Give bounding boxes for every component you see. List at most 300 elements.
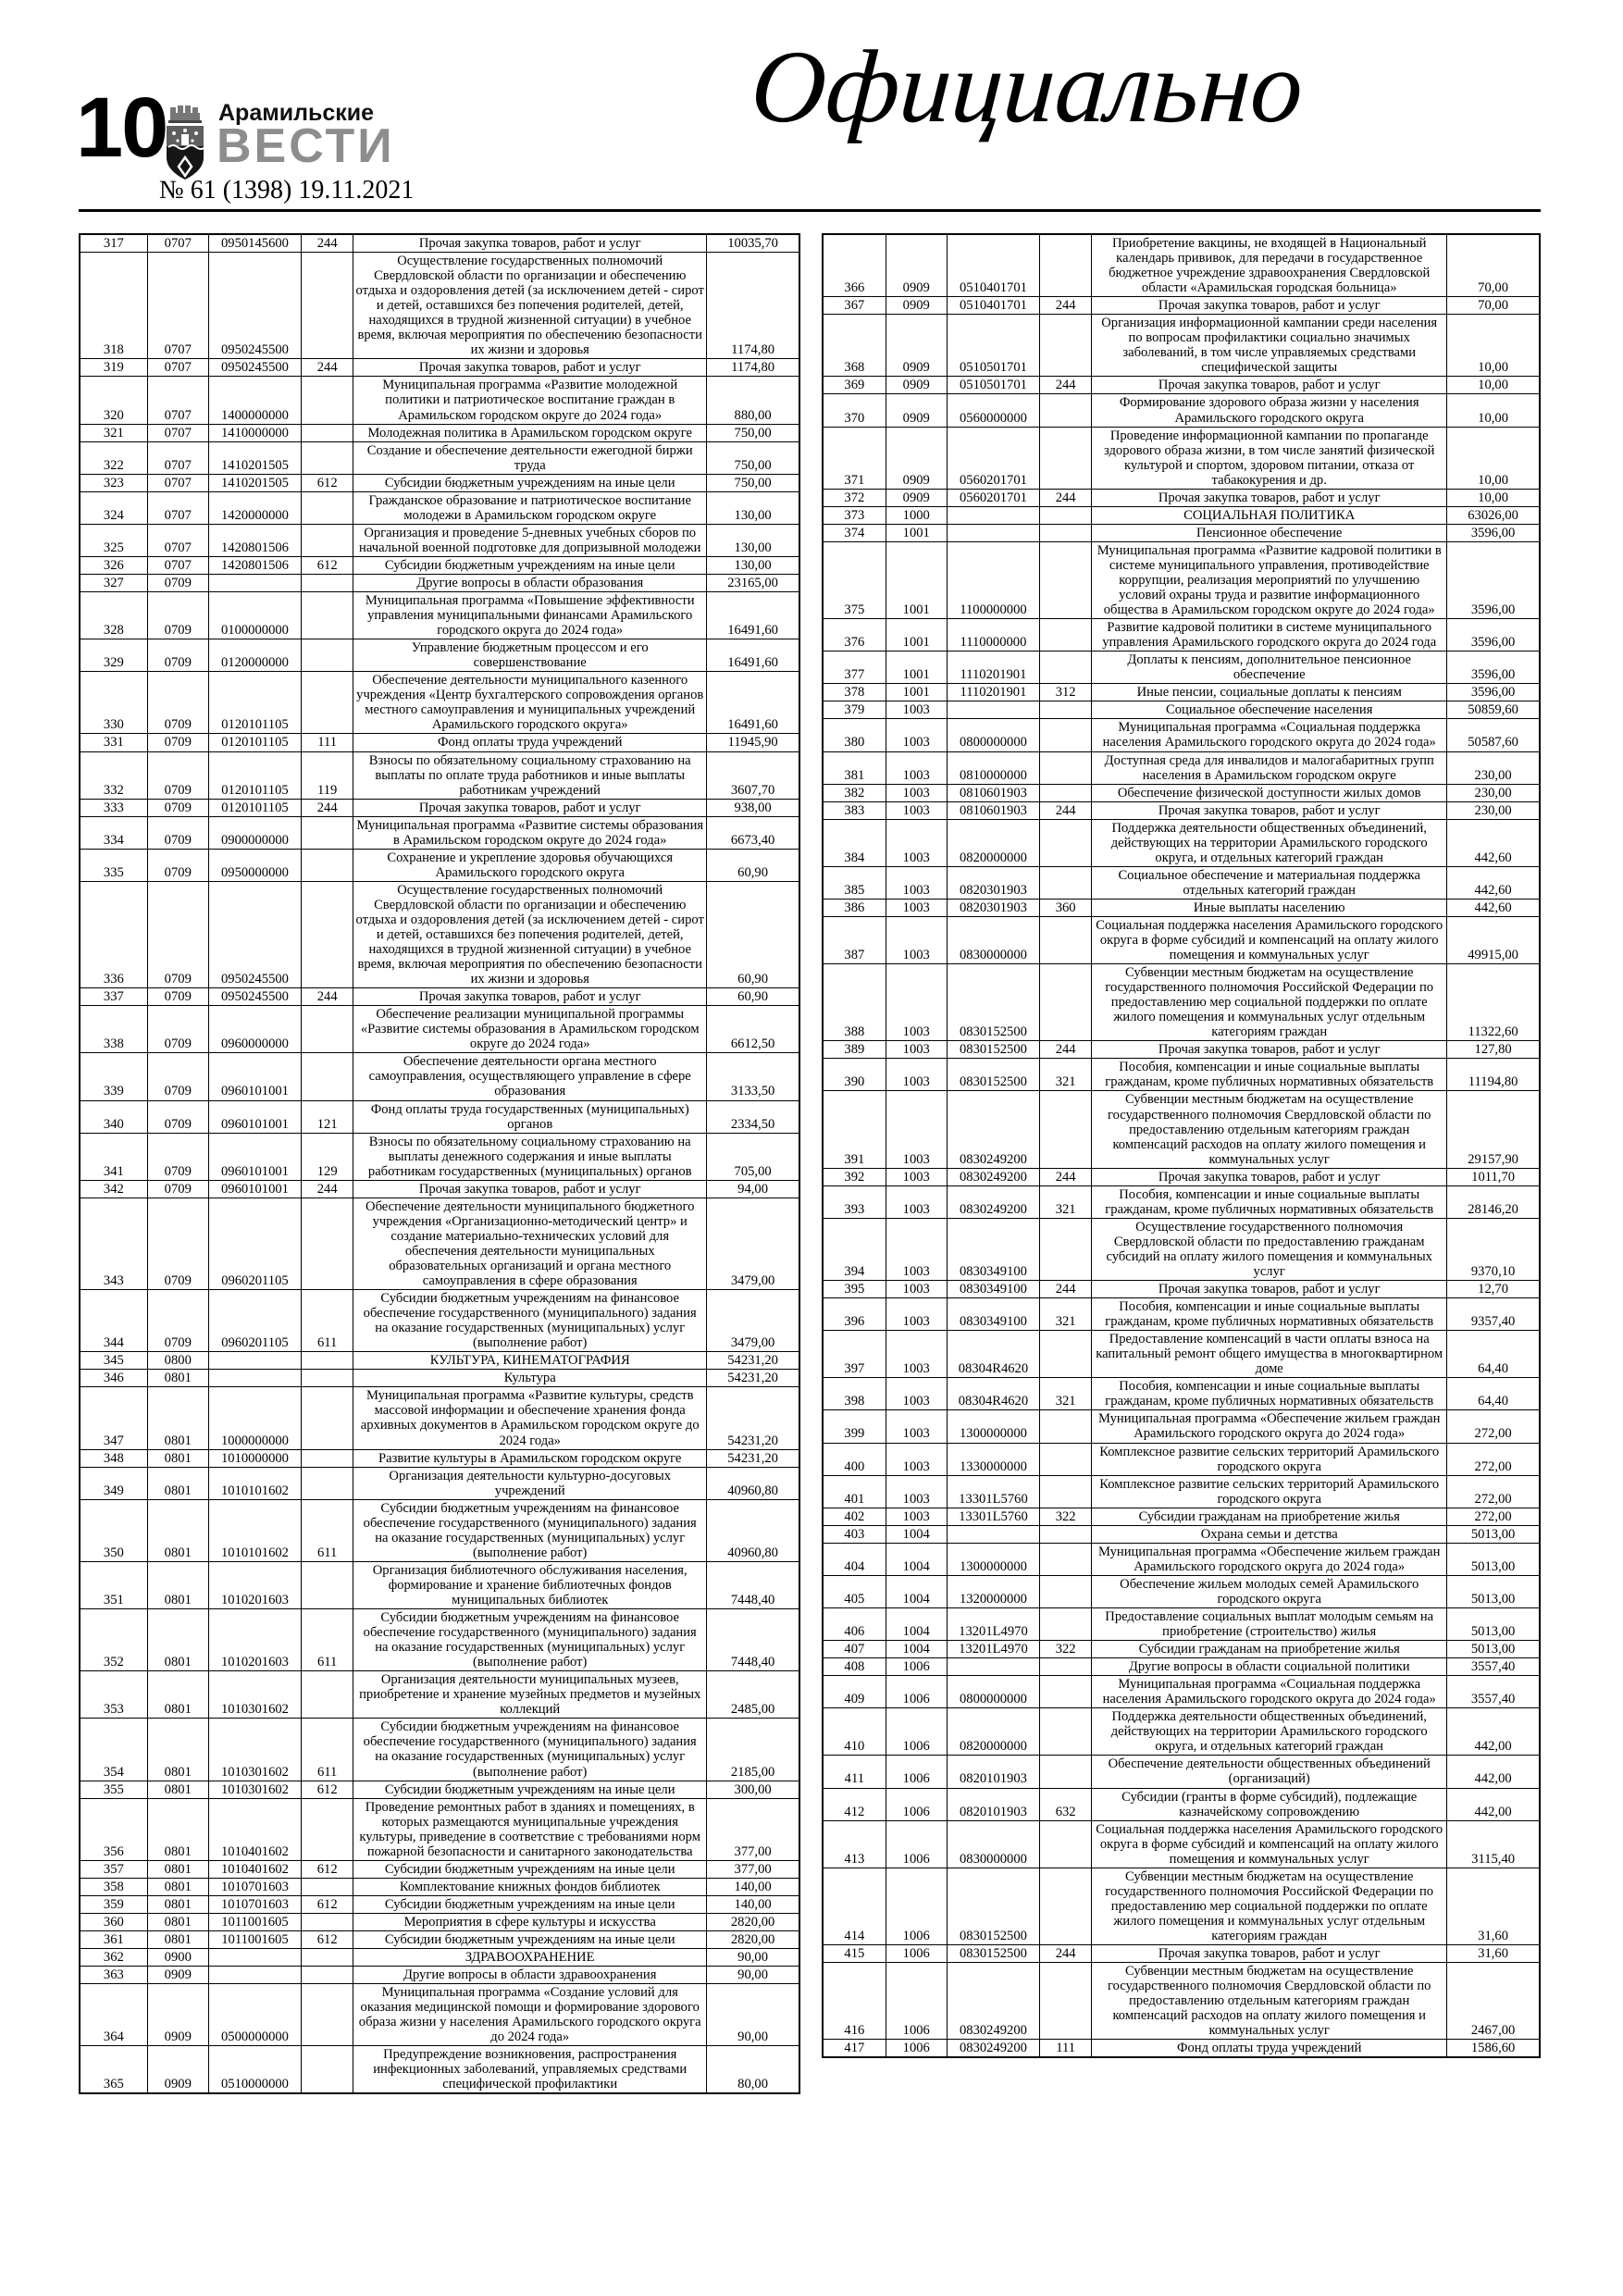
expense-name: Культура — [353, 1370, 707, 1387]
section-code: 0709 — [147, 1053, 208, 1100]
section-code: 1006 — [886, 1658, 947, 1676]
row-number: 382 — [823, 784, 886, 801]
row-number: 388 — [823, 964, 886, 1041]
expense-type-code — [1040, 234, 1092, 297]
row-number: 399 — [823, 1410, 886, 1443]
expense-name: Пособия, компенсации и иные социальные выплаты гражданам, кроме публичных нормативных обязательств — [1092, 1378, 1447, 1410]
target-article-code: 0510401701 — [947, 234, 1039, 297]
expense-type-code — [302, 1449, 353, 1467]
amount: 5013,00 — [1447, 1607, 1540, 1640]
table-row — [80, 1053, 799, 1100]
row-number: 362 — [80, 1949, 147, 1967]
target-article-code: 0950245500 — [208, 253, 301, 359]
section-code: 0709 — [147, 672, 208, 734]
target-article-code: 0830000000 — [947, 916, 1039, 963]
table-row — [823, 1331, 1540, 1378]
expense-type-code: 612 — [302, 1895, 353, 1913]
target-article-code: 0120101105 — [208, 799, 301, 816]
table-row — [823, 1868, 1540, 1944]
section-code: 0900 — [147, 1949, 208, 1967]
row-number: 318 — [80, 253, 147, 359]
expense-type-code — [1040, 1091, 1092, 1168]
amount: 70,00 — [1447, 297, 1540, 315]
section-code: 0909 — [147, 1967, 208, 1984]
table-row — [80, 1913, 799, 1930]
expense-type-code — [1040, 1676, 1092, 1708]
section-code: 0801 — [147, 1449, 208, 1467]
expense-type-code — [302, 1370, 353, 1387]
table-row — [823, 541, 1540, 618]
amount: 272,00 — [1447, 1508, 1540, 1525]
table-row — [823, 297, 1540, 315]
table-row — [823, 866, 1540, 899]
amount: 130,00 — [707, 491, 799, 524]
amount: 16491,60 — [707, 592, 799, 639]
amount: 10,00 — [1447, 489, 1540, 506]
table-row — [823, 427, 1540, 489]
amount: 16491,60 — [707, 639, 799, 672]
expense-name: Прочая закупка товаров, работ и услуг — [1092, 489, 1447, 506]
section-code: 0709 — [147, 988, 208, 1006]
expense-name: Организация информационной кампании среди населения по вопросам профилактики социально значимых заболеваний, в том числе управляемых средствами специфической защиты — [1092, 315, 1447, 377]
table-row — [80, 1100, 799, 1133]
section-code: 1001 — [886, 684, 947, 701]
row-number: 358 — [80, 1878, 147, 1895]
amount: 31,60 — [1447, 1868, 1540, 1944]
section-code: 0709 — [147, 799, 208, 816]
target-article-code: 0810601903 — [947, 801, 1039, 819]
target-article-code: 0830152500 — [947, 1041, 1039, 1059]
section-code: 1004 — [886, 1607, 947, 1640]
section-code: 1000 — [886, 506, 947, 524]
expense-type-code — [302, 1984, 353, 2046]
target-article-code — [947, 1658, 1039, 1676]
section-code: 1003 — [886, 719, 947, 751]
expense-type-code: 244 — [302, 359, 353, 377]
amount: 3596,00 — [1447, 684, 1540, 701]
row-number: 322 — [80, 441, 147, 474]
table-row — [823, 2040, 1540, 2058]
section-code: 0801 — [147, 1671, 208, 1719]
expense-name: Прочая закупка товаров, работ и услуг — [353, 988, 707, 1006]
table-row — [823, 1041, 1540, 1059]
row-number: 417 — [823, 2040, 886, 2058]
expense-type-code — [302, 1671, 353, 1719]
target-article-code: 1300000000 — [947, 1543, 1039, 1575]
expense-type-code — [1040, 1963, 1092, 2040]
expense-type-code — [1040, 866, 1092, 899]
amount: 1586,60 — [1447, 2040, 1540, 2058]
row-number: 349 — [80, 1467, 147, 1499]
target-article-code: 1110000000 — [947, 619, 1039, 652]
expense-type-code — [302, 1387, 353, 1449]
section-code: 1003 — [886, 1185, 947, 1218]
row-number: 325 — [80, 524, 147, 556]
expense-type-code — [302, 424, 353, 441]
table-row — [823, 916, 1540, 963]
expense-name: Социальная поддержка населения Арамильского городского округа в форме субсидий и компенсаций на оплату жилого помещения и коммунальных услуг — [1092, 1820, 1447, 1868]
expense-name: Муниципальная программа «Создание условий для оказания медицинской помощи и формирование здорового образа жизни у населения Арамильского городского округа до 2024 года» — [353, 1984, 707, 2046]
expense-type-code: 321 — [1040, 1378, 1092, 1410]
section-code: 1004 — [886, 1641, 947, 1658]
row-number: 321 — [80, 424, 147, 441]
section-code: 1006 — [886, 1676, 947, 1708]
section-code: 0801 — [147, 1719, 208, 1781]
row-number: 393 — [823, 1185, 886, 1218]
row-number: 392 — [823, 1168, 886, 1185]
section-code: 1003 — [886, 1378, 947, 1410]
target-article-code: 0560000000 — [947, 394, 1039, 427]
table-row — [823, 701, 1540, 719]
amount: 54231,20 — [707, 1387, 799, 1449]
table-row — [80, 592, 799, 639]
table-row — [823, 719, 1540, 751]
section-code: 0909 — [886, 297, 947, 315]
row-number: 331 — [80, 734, 147, 751]
section-code: 1006 — [886, 1868, 947, 1944]
expense-type-code — [1040, 964, 1092, 1041]
expense-name: Социальное обеспечение населения — [1092, 701, 1447, 719]
row-number: 350 — [80, 1499, 147, 1561]
amount: 140,00 — [707, 1878, 799, 1895]
table-row — [80, 1949, 799, 1967]
row-number: 345 — [80, 1352, 147, 1370]
expense-type-code: 612 — [302, 474, 353, 491]
table-row — [80, 556, 799, 574]
amount: 750,00 — [707, 424, 799, 441]
target-article-code: 0830249200 — [947, 1963, 1039, 2040]
expense-type-code — [1040, 652, 1092, 684]
expense-name: Муниципальная программа «Социальная поддержка населения Арамильского городского округа до 2024 года» — [1092, 1676, 1447, 1708]
target-article-code: 1420000000 — [208, 491, 301, 524]
expense-type-code: 244 — [1040, 801, 1092, 819]
section-code: 1003 — [886, 1298, 947, 1331]
expense-type-code — [1040, 315, 1092, 377]
section-code: 1003 — [886, 1331, 947, 1378]
target-article-code — [947, 1525, 1039, 1543]
expense-type-code: 611 — [302, 1719, 353, 1781]
target-article-code: 1100000000 — [947, 541, 1039, 618]
target-article-code: 0830349100 — [947, 1281, 1039, 1298]
section-code: 0709 — [147, 592, 208, 639]
table-row — [80, 574, 799, 591]
expense-type-code — [302, 377, 353, 424]
section-code: 1004 — [886, 1575, 947, 1607]
row-number: 332 — [80, 751, 147, 799]
target-article-code: 0560201701 — [947, 489, 1039, 506]
target-article-code: 1010301602 — [208, 1671, 301, 1719]
row-number: 341 — [80, 1133, 147, 1180]
section-code: 1004 — [886, 1543, 947, 1575]
table-row — [823, 1575, 1540, 1607]
amount: 28146,20 — [1447, 1185, 1540, 1218]
expense-type-code — [1040, 1607, 1092, 1640]
amount: 10,00 — [1447, 427, 1540, 489]
row-number: 352 — [80, 1609, 147, 1671]
amount: 11322,60 — [1447, 964, 1540, 1041]
row-number: 391 — [823, 1091, 886, 1168]
target-article-code: 1010401602 — [208, 1798, 301, 1860]
amount: 130,00 — [707, 524, 799, 556]
amount: 1174,80 — [707, 359, 799, 377]
expense-type-code — [1040, 1820, 1092, 1868]
section-code: 1001 — [886, 652, 947, 684]
target-article-code: 1300000000 — [947, 1410, 1039, 1443]
table-row — [80, 1290, 799, 1352]
masthead-divider — [79, 209, 1541, 212]
expense-type-code — [1040, 1331, 1092, 1378]
amount: 2185,00 — [707, 1719, 799, 1781]
amount: 130,00 — [707, 556, 799, 574]
expense-name: Субсидии бюджетным учреждениям на иные цели — [353, 1895, 707, 1913]
section-code: 0709 — [147, 1100, 208, 1133]
target-article-code: 13201L4970 — [947, 1641, 1039, 1658]
amount: 7448,40 — [707, 1561, 799, 1608]
section-code: 0707 — [147, 556, 208, 574]
target-article-code: 08304R4620 — [947, 1331, 1039, 1378]
amount: 90,00 — [707, 1967, 799, 1984]
section-code: 0709 — [147, 639, 208, 672]
expense-name: Муниципальная программа «Развитие культуры, средств массовой информации и обеспечение хранения фонда архивных документов в Арамильском городском округе до 2024 года» — [353, 1387, 707, 1449]
table-row — [823, 1378, 1540, 1410]
expense-name: Субсидии бюджетным учреждениям на финансовое обеспечение государственного (муниципального) задания на оказание государственных (муниципальных) услуг (выполнение работ) — [353, 1290, 707, 1352]
target-article-code: 0800000000 — [947, 1676, 1039, 1708]
expense-name: Осуществление государственного полномочия Свердловской области по предоставлению гражданам субсидий на оплату жилого помещения и коммунальных услуг — [1092, 1218, 1447, 1280]
expense-name: Осуществление государственных полномочий Свердловской области по организации и обеспечению отдыха и оздоровления детей (за исключением детей - сирот и детей, оставшихся без попечения родителей, детей, находящихся в трудной жизненной ситуации) в учебное время, включая мероприятия по обеспечению безопасности их жизни и здоровья — [353, 881, 707, 987]
section-code: 1003 — [886, 1443, 947, 1475]
expense-type-code — [302, 1949, 353, 1967]
amount: 64,40 — [1447, 1331, 1540, 1378]
table-row — [80, 1499, 799, 1561]
expense-type-code — [302, 849, 353, 881]
row-number: 320 — [80, 377, 147, 424]
section-code: 1003 — [886, 1410, 947, 1443]
table-row — [823, 1525, 1540, 1543]
target-article-code: 1420801506 — [208, 556, 301, 574]
amount: 5013,00 — [1447, 1641, 1540, 1658]
table-row — [823, 1658, 1540, 1676]
expense-type-code — [1040, 394, 1092, 427]
expense-type-code: 244 — [1040, 297, 1092, 315]
row-number: 386 — [823, 899, 886, 916]
amount: 2485,00 — [707, 1671, 799, 1719]
section-code: 1003 — [886, 1091, 947, 1168]
issue-date-line: № 61 (1398) 19.11.2021 — [159, 176, 415, 205]
row-number: 344 — [80, 1290, 147, 1352]
table-row — [80, 1984, 799, 2046]
table-row — [80, 1860, 799, 1878]
row-number: 407 — [823, 1641, 886, 1658]
expense-name: Проведение ремонтных работ в зданиях и помещениях, в которых размещаются муниципальные учреждения культуры, приведение в соответствие с требованиями норм пожарной безопасности и санитарного законодательства — [353, 1798, 707, 1860]
expense-name: Обеспечение деятельности общественных объединений (организаций) — [1092, 1756, 1447, 1788]
table-row — [823, 652, 1540, 684]
table-row — [823, 619, 1540, 652]
row-number: 334 — [80, 816, 147, 849]
expense-name: Прочая закупка товаров, работ и услуг — [1092, 1168, 1447, 1185]
row-number: 351 — [80, 1561, 147, 1608]
target-article-code: 0830349100 — [947, 1218, 1039, 1280]
expense-type-code — [302, 574, 353, 591]
amount: 442,60 — [1447, 899, 1540, 916]
row-number: 367 — [823, 297, 886, 315]
target-article-code: 0810601903 — [947, 784, 1039, 801]
amount: 3607,70 — [707, 751, 799, 799]
expense-name: Прочая закупка товаров, работ и услуг — [353, 234, 707, 253]
target-article-code: 0830349100 — [947, 1298, 1039, 1331]
target-article-code: 0960101001 — [208, 1100, 301, 1133]
section-code: 0801 — [147, 1798, 208, 1860]
table-row — [823, 506, 1540, 524]
expense-type-code: 322 — [1040, 1508, 1092, 1525]
expense-type-code — [302, 491, 353, 524]
section-code: 0707 — [147, 234, 208, 253]
target-article-code: 08304R4620 — [947, 1378, 1039, 1410]
row-number: 337 — [80, 988, 147, 1006]
target-article-code — [208, 574, 301, 591]
amount: 3479,00 — [707, 1198, 799, 1289]
section-code: 1003 — [886, 1218, 947, 1280]
target-article-code — [208, 1949, 301, 1967]
amount: 880,00 — [707, 377, 799, 424]
table-row — [80, 524, 799, 556]
amount: 442,60 — [1447, 819, 1540, 866]
target-article-code: 1010201603 — [208, 1609, 301, 1671]
section-code: 1006 — [886, 2040, 947, 2058]
section-code: 0709 — [147, 849, 208, 881]
expense-name: Субсидии бюджетным учреждениям на иные цели — [353, 474, 707, 491]
row-number: 383 — [823, 801, 886, 819]
table-row — [823, 1475, 1540, 1508]
section-code: 0909 — [886, 315, 947, 377]
expense-type-code — [1040, 524, 1092, 541]
amount: 50859,60 — [1447, 701, 1540, 719]
expense-name: Субсидии бюджетным учреждениям на иные цели — [353, 556, 707, 574]
table-row — [823, 1788, 1540, 1820]
target-article-code: 0950145600 — [208, 234, 301, 253]
section-code: 1003 — [886, 751, 947, 784]
table-row — [80, 849, 799, 881]
row-number: 342 — [80, 1180, 147, 1198]
row-number: 403 — [823, 1525, 886, 1543]
amount: 140,00 — [707, 1895, 799, 1913]
section-title: Официально — [747, 30, 1307, 144]
row-number: 401 — [823, 1475, 886, 1508]
target-article-code: 0830249200 — [947, 2040, 1039, 2058]
expense-name: Предоставление социальных выплат молодым семьям на приобретение (строительство) жилья — [1092, 1607, 1447, 1640]
table-row — [823, 1410, 1540, 1443]
section-code: 0707 — [147, 424, 208, 441]
expense-type-code — [1040, 541, 1092, 618]
expense-name: Доплаты к пенсиям, дополнительное пенсионное обеспечение — [1092, 652, 1447, 684]
target-article-code: 13301L5760 — [947, 1475, 1039, 1508]
row-number: 366 — [823, 234, 886, 297]
section-code: 0801 — [147, 1781, 208, 1798]
amount: 31,60 — [1447, 1944, 1540, 1962]
target-article-code: 1410201505 — [208, 474, 301, 491]
expense-name: Прочая закупка товаров, работ и услуг — [1092, 1944, 1447, 1962]
expense-name: Обеспечение физической доступности жилых домов — [1092, 784, 1447, 801]
amount: 10,00 — [1447, 377, 1540, 394]
amount: 442,00 — [1447, 1708, 1540, 1756]
expense-name: ЗДРАВООХРАНЕНИЕ — [353, 1949, 707, 1967]
target-article-code: 0100000000 — [208, 592, 301, 639]
row-number: 328 — [80, 592, 147, 639]
section-code: 1003 — [886, 1475, 947, 1508]
amount: 94,00 — [707, 1180, 799, 1198]
table-row — [80, 234, 799, 253]
target-article-code: 1110201901 — [947, 684, 1039, 701]
section-code: 0909 — [147, 1984, 208, 2046]
expense-type-code: 612 — [302, 1930, 353, 1948]
expense-name: Развитие кадровой политики в системе муниципального управления Арамильского городского округа до 2024 года — [1092, 619, 1447, 652]
amount: 16491,60 — [707, 672, 799, 734]
amount: 80,00 — [707, 2046, 799, 2094]
expense-name: Прочая закупка товаров, работ и услуг — [1092, 801, 1447, 819]
expense-name: Организация библиотечного обслуживания населения, формирование и хранение библиотечных фондов муниципальных библиотек — [353, 1561, 707, 1608]
section-code: 0709 — [147, 574, 208, 591]
expense-type-code — [302, 639, 353, 672]
target-article-code: 0820101903 — [947, 1756, 1039, 1788]
expense-type-code: 244 — [302, 799, 353, 816]
table-row — [823, 1508, 1540, 1525]
row-number: 335 — [80, 849, 147, 881]
expense-name: Фонд оплаты труда учреждений — [353, 734, 707, 751]
table-row — [823, 1168, 1540, 1185]
expense-name: Субвенции местным бюджетам на осуществление государственного полномочия Российской Федерации по предоставлению мер социальной поддержки по оплате жилого помещения и коммунальных услуг отдельным категориям граждан — [1092, 1868, 1447, 1944]
table-row — [823, 1185, 1540, 1218]
expense-name: Пенсионное обеспечение — [1092, 524, 1447, 541]
expense-type-code — [1040, 427, 1092, 489]
target-article-code: 0830152500 — [947, 1944, 1039, 1962]
row-number: 327 — [80, 574, 147, 591]
expense-name: Муниципальная программа «Развитие кадровой политики в системе муниципального управления, противодействие коррупции, реализация мероприятий по улучшению условий охраны труда и развитие информационного общества в Арамильском городском округе до 2024 года» — [1092, 541, 1447, 618]
expense-name: Комплексное развитие сельских территорий Арамильского городского округа — [1092, 1443, 1447, 1475]
expense-name: Субвенции местным бюджетам на осуществление государственного полномочия Свердловской области по предоставлению отдельным категориям граждан компенсаций расходов на оплату жилого помещения и коммунальных услуг — [1092, 1963, 1447, 2040]
row-number: 317 — [80, 234, 147, 253]
target-article-code: 1010301602 — [208, 1781, 301, 1798]
target-article-code: 0510000000 — [208, 2046, 301, 2094]
expense-name: Прочая закупка товаров, работ и услуг — [353, 799, 707, 816]
expense-type-code — [302, 1467, 353, 1499]
expense-type-code — [302, 1561, 353, 1608]
expense-name: Социальная поддержка населения Арамильского городского округа в форме субсидий и компенсаций на оплату жилого помещения и коммунальных услуг — [1092, 916, 1447, 963]
expense-type-code: 244 — [1040, 1944, 1092, 1962]
target-article-code — [208, 1370, 301, 1387]
target-article-code: 1010301602 — [208, 1719, 301, 1781]
amount: 2467,00 — [1447, 1963, 1540, 2040]
row-number: 397 — [823, 1331, 886, 1378]
expense-type-code — [302, 253, 353, 359]
expense-name: Развитие культуры в Арамильском городском округе — [353, 1449, 707, 1467]
target-article-code: 0820101903 — [947, 1788, 1039, 1820]
brand-main-text: ВЕСТИ — [217, 119, 395, 173]
amount: 3479,00 — [707, 1290, 799, 1352]
target-article-code — [947, 506, 1039, 524]
expense-type-code — [1040, 1575, 1092, 1607]
expense-name: Управление бюджетным процессом и его совершенствование — [353, 639, 707, 672]
section-code: 1003 — [886, 899, 947, 916]
target-article-code: 0950245500 — [208, 359, 301, 377]
table-row — [823, 1607, 1540, 1640]
row-number: 353 — [80, 1671, 147, 1719]
amount: 2820,00 — [707, 1913, 799, 1930]
target-article-code — [208, 1352, 301, 1370]
expense-type-code — [302, 441, 353, 474]
amount: 7448,40 — [707, 1609, 799, 1671]
expense-type-code: 321 — [1040, 1298, 1092, 1331]
section-code: 0709 — [147, 751, 208, 799]
section-code: 0801 — [147, 1609, 208, 1671]
